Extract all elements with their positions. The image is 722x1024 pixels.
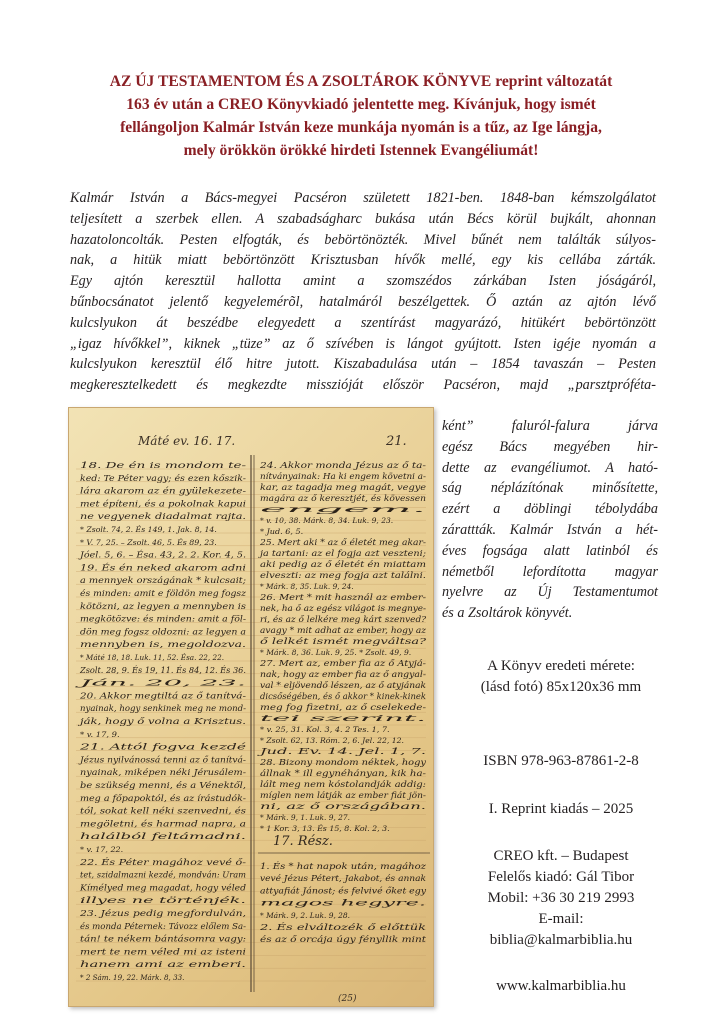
book-size-value: (lásd fotó) 85x120x36 mm bbox=[480, 679, 642, 695]
manuscript-line: * v. 10, 38. Márk. 8, 34. Luk. 9, 23. bbox=[260, 517, 394, 525]
story-line: bűnbocsánatot jelentő kegyelemérõl, hatalmáról beszélgettek. Ő aztán az ajtón lévő bbox=[70, 293, 656, 310]
story-line: hazatoloncolták. Pesten elfogták, és bebörtönözték. Mivel bűnét nem találták súlyos- bbox=[70, 231, 656, 248]
manuscript-line: ri, és az ő lelkére meg kárt szenved? bbox=[260, 614, 427, 624]
manuscript-line: * 1 Kor. 3, 13. És 15, 8. Kol. 2, 3. bbox=[260, 825, 376, 833]
manuscript-line: tet, szidalmazni kezdé, mondván: Uram bbox=[80, 869, 247, 880]
manuscript-line: ő lelkét ismét megváltsa? bbox=[260, 636, 427, 646]
publisher-name: CREO kft. – Budapest bbox=[493, 848, 629, 864]
story-side-line: zárattták. Kalmár István a hét- bbox=[442, 521, 658, 538]
story-side-line: és a Zsoltárok könyvét. bbox=[442, 605, 573, 622]
manuscript-line: a mennyek országának * kulcsait; bbox=[80, 575, 247, 586]
manuscript-line: 28. Bizony mondom néktek, hogy bbox=[258, 757, 427, 767]
story-side-line: németből lefordította magyar bbox=[442, 563, 658, 580]
story-line: kulcslyukon át beszédbe elegyedett a szentírást magyarázó, hitükért bebörtönzött bbox=[70, 314, 656, 331]
story-side-line: egész Bács megyében hir- bbox=[442, 438, 658, 455]
manuscript-line: nyainak, miképen néki Jérusálem- bbox=[80, 767, 247, 778]
manuscript-line: megöletni, és harmad napra, a bbox=[80, 818, 247, 829]
story-line: Kalmár István a Bács-megyei Pacséron született 1821-ben. 1848-ban kémszolgálatot bbox=[70, 190, 656, 206]
manuscript-line: mert te nem véled mi az isteni bbox=[80, 946, 247, 957]
manuscript-line: és minden: amit e földön meg fogsz bbox=[80, 588, 247, 598]
website-link[interactable]: www.kalmarbiblia.hu bbox=[496, 978, 626, 994]
manuscript-line: 20. Akkor megtiltá az ő tanítvá- bbox=[78, 690, 247, 701]
story-line: nak, a hitük miatt bebörtönzött Krisztusban hívők mellé, egy kis cellába zárták. bbox=[70, 252, 656, 269]
manuscript-line: Jud. Ev. 14. Jel. 1, 7. bbox=[256, 746, 426, 756]
manuscript-line: attyafiát Jánost; és felvivé őket egy bbox=[260, 885, 427, 896]
manuscript-line: elveszti: az meg fogja azt találni. bbox=[260, 570, 426, 580]
manuscript-line: * Márk. 8, 35. Luk. 9, 24. bbox=[260, 583, 354, 591]
manuscript-line: * Jud. 6, 5. bbox=[260, 528, 304, 536]
manuscript-line: nak, hogy az ember fia az ő angyal- bbox=[260, 669, 427, 679]
manuscript-line: 26. Mert * mit használ az ember- bbox=[258, 592, 427, 602]
manuscript-line: 1. És * hat napok után, magához bbox=[260, 861, 427, 871]
manuscript-line: meg a főpapoktól, és az írástudók- bbox=[80, 792, 247, 803]
manuscript-line: állnak * ill egynéhányan, kik ha- bbox=[260, 768, 427, 778]
manuscript-line: nek, ha ő az egész világot is megnye- bbox=[260, 603, 427, 613]
story-side-line: nyelvre az Új Testamentumot bbox=[442, 584, 658, 601]
story-line: kulcslyukon keresztül élő hitre jutott. Kiszabadulása után – 1854 tavaszán – Pesten bbox=[70, 356, 656, 373]
manuscript-line: * Márk. 8, 36. Luk. 9, 25. * Zsolt. 49, 9. bbox=[260, 649, 412, 657]
isbn: ISBN 978-963-87861-2-8 bbox=[483, 753, 639, 769]
mobile-number: Mobil: +36 30 219 2993 bbox=[487, 890, 635, 906]
manuscript-line: 25. Mert aki * az ő életét meg akar- bbox=[258, 537, 427, 547]
headline-line: 163 év után a CREO Könyvkiadó jelentette meg. Kívánjuk, hogy ismét bbox=[126, 96, 596, 113]
publisher-block bbox=[440, 846, 682, 951]
story-line: teljesített a szerbek ellen. A szabadságharc bukása után Bécs körül bujkált, ahonnan bbox=[70, 210, 656, 227]
manuscript-line: lára akarom az én gyülekezete- bbox=[80, 485, 247, 496]
story-line: „igaz hívőkkel”, kiknek „tüze” az ő szívében is lángot gyújtott. Isten igéje nyomán a bbox=[70, 335, 656, 352]
book-size-label: A Könyv eredeti mérete: bbox=[487, 658, 635, 674]
manuscript-line: nítványainak: Ha ki engem követni a- bbox=[260, 471, 427, 481]
responsible-publisher: Felelős kiadó: Gál Tibor bbox=[487, 869, 635, 885]
manuscript-line: met építeni, és a pokolnak kapui bbox=[80, 498, 247, 509]
book-size-block bbox=[440, 656, 682, 698]
manuscript-photo bbox=[68, 407, 434, 1007]
story-side-line: ság néplázítónak minősítette, bbox=[442, 480, 658, 497]
story-side-line: ként” faluról-falura járva bbox=[442, 418, 658, 434]
headline-line: AZ ÚJ TESTAMENTOM ÉS A ZSOLTÁROK KÖNYVE reprint változatát bbox=[109, 73, 613, 90]
manuscript-line: 18. De én is mondom te- bbox=[80, 460, 247, 470]
manuscript-line: 24. Akkor monda Jézus az ő ta- bbox=[258, 460, 427, 470]
story-side-text bbox=[442, 416, 658, 624]
manuscript-line: 2. És elváltozék ő előttük bbox=[258, 922, 427, 932]
story-line: Egy ajtón keresztül hallotta amint a szomszédos zárkában Isten jóságáról, bbox=[70, 273, 656, 290]
manuscript-left-column bbox=[73, 460, 247, 982]
manuscript-line: engem. bbox=[260, 504, 426, 514]
manuscript-line: * Márk. 9, 2. Luk. 9, 28. bbox=[260, 911, 350, 920]
manuscript-line: 27. Mert az, ember fia az ő Atyjá- bbox=[258, 658, 427, 668]
manuscript-line: kar, az tagadja meg magát, vegye bbox=[260, 482, 427, 492]
manuscript-line: ni, az ő országában. bbox=[260, 801, 426, 811]
manuscript-line: hanem ami az emberi. bbox=[80, 959, 246, 970]
headline-line: fellángoljon Kalmár István keze munkája nyomán is a tűz, az Ige lángja, bbox=[120, 119, 602, 136]
manuscript-line: illyes ne történjék. bbox=[80, 895, 246, 906]
manuscript-line: mennyben is, megoldozva. bbox=[80, 639, 246, 650]
headline-line: mely örökkön örökké hirdeti Istennek Evangéliumát! bbox=[183, 142, 539, 159]
manuscript-line: * v. 25, 31. Kol. 3, 4. 2 Tes. 1, 7. bbox=[260, 726, 390, 734]
manuscript-line: 22. És Péter magához vevé ő- bbox=[78, 856, 247, 867]
manuscript-line: 19. És én neked akarom adni bbox=[80, 562, 247, 573]
edition: I. Reprint kiadás – 2025 bbox=[488, 801, 634, 817]
manuscript-line: avagy * mit adhat az ember, hogy az bbox=[260, 625, 427, 635]
manuscript-line: Jóel. 5, 6. – Ésa. 43, 2. 2. Kor. 4, 5. bbox=[77, 549, 246, 560]
manuscript-page bbox=[68, 407, 434, 1007]
manuscript-line: be szükség menni, és a Vénektől, bbox=[80, 780, 246, 790]
manuscript-line: ne vegyenek diadalmat rajta. bbox=[80, 511, 246, 522]
manuscript-line: Kímélyed meg magadat, hogy véled bbox=[78, 882, 246, 893]
manuscript-line: magos hegyre. bbox=[260, 897, 426, 908]
manuscript-line: ja tartani: az el fogja azt veszteni; bbox=[257, 548, 427, 558]
manuscript-line: dicsőségében, és ő akkor * kinek-kinek bbox=[260, 691, 427, 701]
manuscript-line: halálból feltámadni. bbox=[80, 831, 246, 842]
manuscript-line: ked: Te Péter vagy; és ezen kőszik- bbox=[80, 472, 247, 483]
manuscript-header-left: Máté ev. 16. 17. bbox=[138, 434, 236, 448]
manuscript-line: tei szerint. bbox=[260, 713, 426, 723]
manuscript-line: * Máté 18, 18. Luk. 11, 52. Ésa. 22, 22. bbox=[80, 654, 220, 662]
manuscript-line: míglen nem látják az ember fiát jön- bbox=[260, 790, 427, 800]
manuscript-line: * V. 7, 25. – Zsolt. 46, 5. És 89, 23. bbox=[80, 538, 202, 547]
manuscript-line: tól, sokat kell néki szenvedni, és bbox=[80, 805, 246, 816]
manuscript-line: * Zsolt. 74, 2. És 149, 1. Jak. 8, 14. bbox=[80, 526, 204, 534]
manuscript-line: * Zsolt. 62, 13. Róm. 2, 6. Jel. 22, 12. bbox=[260, 737, 404, 745]
manuscript-line: Zsolt. 28, 9. És 19, 11. És 84, 12. És 36. bbox=[78, 664, 246, 675]
manuscript-line: nyainak, hogy senkinek meg ne mond- bbox=[80, 703, 247, 714]
manuscript-line: val * eljövendő lészen, az ő atyjának bbox=[260, 680, 427, 690]
story-line: megkeresztelkedett és megkezdte misszióját először Pacséron, majd „parsztpróféta- bbox=[70, 377, 656, 394]
manuscript-line: aki pedig az ő életét én miattam bbox=[260, 559, 427, 569]
manuscript-line: dön meg fogsz oldozni: az legyen a bbox=[80, 626, 247, 637]
manuscript-line: * v. 17, 9. bbox=[80, 730, 120, 739]
manuscript-page-number: (25) bbox=[338, 994, 357, 1004]
manuscript-line: * v. 17, 22. bbox=[80, 846, 124, 854]
story-text bbox=[70, 188, 656, 396]
manuscript-line: magára az ő keresztjét, és kövessen bbox=[260, 493, 426, 503]
manuscript-right-column bbox=[256, 460, 427, 944]
manuscript-line: lált meg nem kóstolandják addig: bbox=[260, 779, 427, 789]
story-side-line: éves fogsága alatt latinból és bbox=[442, 542, 658, 559]
manuscript-line: megkötözve: és minden: amit a föl- bbox=[80, 613, 247, 624]
manuscript-line: és az ő orcája úgy fényllik mint bbox=[260, 934, 427, 945]
manuscript-line: kötözni, az legyen a mennyben is bbox=[80, 600, 246, 611]
email-link[interactable]: biblia@kalmarbiblia.hu bbox=[489, 932, 633, 948]
manuscript-line: Ján. 20, 23. bbox=[72, 677, 247, 688]
manuscript-line: vevé Jézus Pétert, Jakabot, és annak bbox=[260, 873, 427, 884]
manuscript-line: * 2 Sám. 19, 22. Márk. 8, 33. bbox=[80, 974, 185, 982]
manuscript-header-right: 21. bbox=[386, 434, 407, 449]
story-side-line: dette az evangéliumot. A ható- bbox=[442, 459, 658, 476]
manuscript-line: és monda Péternek: Távozz előlem Sa- bbox=[80, 920, 247, 931]
manuscript-line: Jézus nyilvánossá tenni az ő tanítvá- bbox=[77, 754, 247, 765]
manuscript-line: meg fog fizetni, az ő cselekede- bbox=[260, 702, 427, 712]
headline bbox=[40, 70, 682, 162]
manuscript-line: tán! te nékem bántásomra vagy: bbox=[80, 933, 247, 944]
manuscript-line: 23. Jézus pedig megfordulván, bbox=[78, 908, 247, 918]
email-label: E-mail: bbox=[538, 911, 584, 927]
manuscript-chapter-heading: 17. Rész. bbox=[273, 834, 333, 849]
story-side-line: ezért a döblingi tébolydába bbox=[442, 501, 658, 518]
manuscript-line: 21. Attól fogva kezdé bbox=[78, 741, 247, 752]
manuscript-line: * Márk. 9, 1. Luk. 9, 27. bbox=[260, 814, 350, 822]
manuscript-line: ják, hogy ő volna a Krisztus. bbox=[77, 716, 247, 726]
